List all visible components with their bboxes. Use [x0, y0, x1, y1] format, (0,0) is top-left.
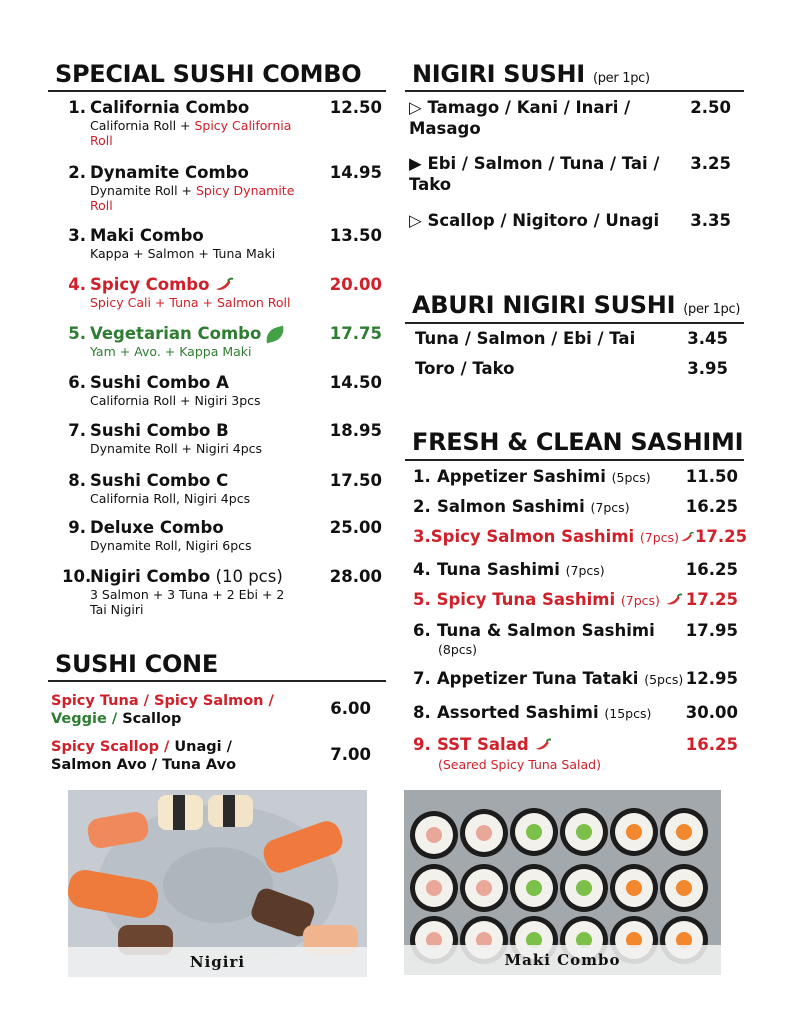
item-description: California Roll + Spicy California Roll	[90, 118, 292, 148]
menu-item	[62, 163, 382, 213]
item-name: Maki Combo	[90, 226, 204, 245]
menu-item: Spicy Scallop / Unagi / Salmon Avo / Tuna Avo 7.00	[51, 739, 371, 773]
item-price: 3.35	[690, 211, 731, 230]
menu-item: 7. Appetizer Tuna Tataki (5pcs) 12.95	[413, 669, 738, 688]
menu-item: 4. Tuna Sashimi (7pcs) 16.25	[413, 560, 738, 579]
menu-item: ▶ Ebi / Salmon / Tuna / Tai / Tako 3.25	[409, 154, 731, 194]
item-number: 3.	[68, 226, 86, 245]
item-name: Tuna / Salmon / Ebi / Tai	[415, 329, 636, 348]
menu-item	[62, 275, 382, 310]
menu-item: Spicy Tuna / Spicy Salmon / Veggie / Scallop 6.00	[51, 693, 371, 727]
aburi-title: ABURI NIGIRI SUSHI (per 1pc)	[412, 291, 741, 319]
outline-triangle-icon: ▷	[409, 98, 422, 117]
item-price: 7.00	[330, 745, 371, 764]
item-price: 3.45	[687, 329, 728, 348]
nigiri-photo	[68, 790, 367, 977]
item-name: Spicy Combo	[90, 275, 322, 295]
menu-item	[62, 98, 382, 148]
item-description: 3 Salmon + 3 Tuna + 2 Ebi + 2 Tai Nigiri	[90, 587, 285, 617]
nigiri-title: NIGIRI SUSHI (per 1pc)	[412, 60, 650, 88]
menu-item: 5. Spicy Tuna Sashimi (7pcs) 17.25	[413, 590, 738, 609]
item-name: Dynamite Combo	[90, 163, 249, 182]
item-price: 28.00	[329, 567, 382, 586]
maki-photo	[404, 790, 721, 975]
menu-item: 8. Assorted Sashimi (15pcs) 30.00	[413, 703, 738, 722]
menu-item: 2. Salmon Sashimi (7pcs) 16.25	[413, 497, 738, 516]
item-price: 25.00	[329, 518, 382, 537]
photo-caption: Nigiri	[68, 947, 367, 977]
item-price: 17.50	[329, 471, 382, 490]
item-description: Kappa + Salmon + Tuna Maki	[90, 246, 276, 261]
menu-item	[62, 324, 382, 359]
menu-item	[62, 421, 382, 456]
item-price: 3.25	[690, 154, 731, 173]
menu-item	[413, 329, 738, 349]
sashimi-title: FRESH & CLEAN SASHIMI	[412, 428, 744, 456]
menu-item: ▷ Scallop / Nigitoro / Unagi 3.35	[409, 211, 731, 230]
item-name: Sushi Combo A	[90, 373, 229, 392]
menu-item: ▷ Tamago / Kani / Inari / Masago 2.50	[409, 98, 731, 138]
item-number: 6.	[68, 373, 86, 392]
item-price: 3.95	[687, 359, 728, 378]
menu-item	[413, 359, 738, 379]
chili-pepper-icon	[664, 593, 684, 609]
item-price: 17.75	[329, 324, 382, 343]
chili-pepper-icon	[213, 277, 235, 295]
item-name: Sushi Combo B	[90, 421, 229, 440]
photo-caption: Maki Combo	[404, 945, 721, 975]
item-number: 5.	[68, 324, 86, 343]
item-name: Sushi Combo C	[90, 471, 229, 490]
item-number: 9.	[68, 518, 86, 537]
item-price: 14.95	[329, 163, 382, 182]
menu-item: 9. SST Salad 16.25	[413, 735, 738, 754]
item-number: 4.	[68, 275, 86, 294]
item-description: Dynamite Roll + Spicy Dynamite Roll	[90, 183, 295, 213]
chili-pepper-icon	[679, 530, 695, 546]
item-name: Toro / Tako	[415, 359, 515, 378]
item-number: 1.	[68, 98, 86, 117]
menu-item	[62, 226, 382, 261]
divider	[405, 322, 744, 324]
item-description: (Seared Spicy Tuna Salad)	[438, 757, 601, 772]
item-number: 8.	[68, 471, 86, 490]
menu-item	[62, 518, 382, 553]
item-description: California Roll + Nigiri 3pcs	[90, 393, 261, 408]
item-description: (8pcs)	[438, 642, 478, 657]
item-price: 2.50	[690, 98, 731, 117]
item-description: California Roll, Nigiri 4pcs	[90, 491, 251, 506]
item-description: Dynamite Roll, Nigiri 6pcs	[90, 538, 252, 553]
item-name: Deluxe Combo	[90, 518, 224, 537]
menu-item	[62, 373, 382, 408]
divider	[405, 459, 744, 461]
item-description: Yam + Avo. + Kappa Maki	[90, 344, 252, 359]
chili-pepper-icon	[533, 738, 553, 754]
divider	[48, 90, 386, 92]
item-description: Spicy Cali + Tuna + Salmon Roll	[90, 295, 291, 310]
divider	[405, 90, 744, 92]
menu-item: 1. Appetizer Sashimi (5pcs) 11.50	[413, 467, 738, 486]
item-description: Dynamite Roll + Nigiri 4pcs	[90, 441, 263, 456]
menu-item	[62, 471, 382, 506]
item-name: Nigiri Combo (10 pcs)	[90, 567, 283, 586]
item-name: Vegetarian Combo	[90, 324, 322, 344]
item-price: 13.50	[329, 226, 382, 245]
menu-item: 3. Spicy Salmon Sashimi (7pcs) 17.25	[413, 527, 748, 546]
leaf-icon	[264, 326, 287, 344]
item-price: 6.00	[330, 699, 371, 718]
outline-triangle-icon: ▷	[409, 211, 422, 230]
item-number: 7.	[68, 421, 86, 440]
item-number: 2.	[68, 163, 86, 182]
item-price: 18.95	[329, 421, 382, 440]
item-price: 20.00	[329, 275, 382, 294]
filled-triangle-icon: ▶	[409, 154, 422, 173]
item-price: 14.50	[329, 373, 382, 392]
menu-item: 6. Tuna & Salmon Sashimi 17.95	[413, 621, 738, 640]
menu-item	[62, 567, 382, 617]
item-number: 10.	[62, 567, 92, 586]
item-price: 12.50	[329, 98, 382, 117]
item-name: California Combo	[90, 98, 250, 117]
divider	[48, 680, 386, 682]
cone-title: SUSHI CONE	[55, 650, 218, 678]
combo-title: SPECIAL SUSHI COMBO	[55, 60, 362, 88]
